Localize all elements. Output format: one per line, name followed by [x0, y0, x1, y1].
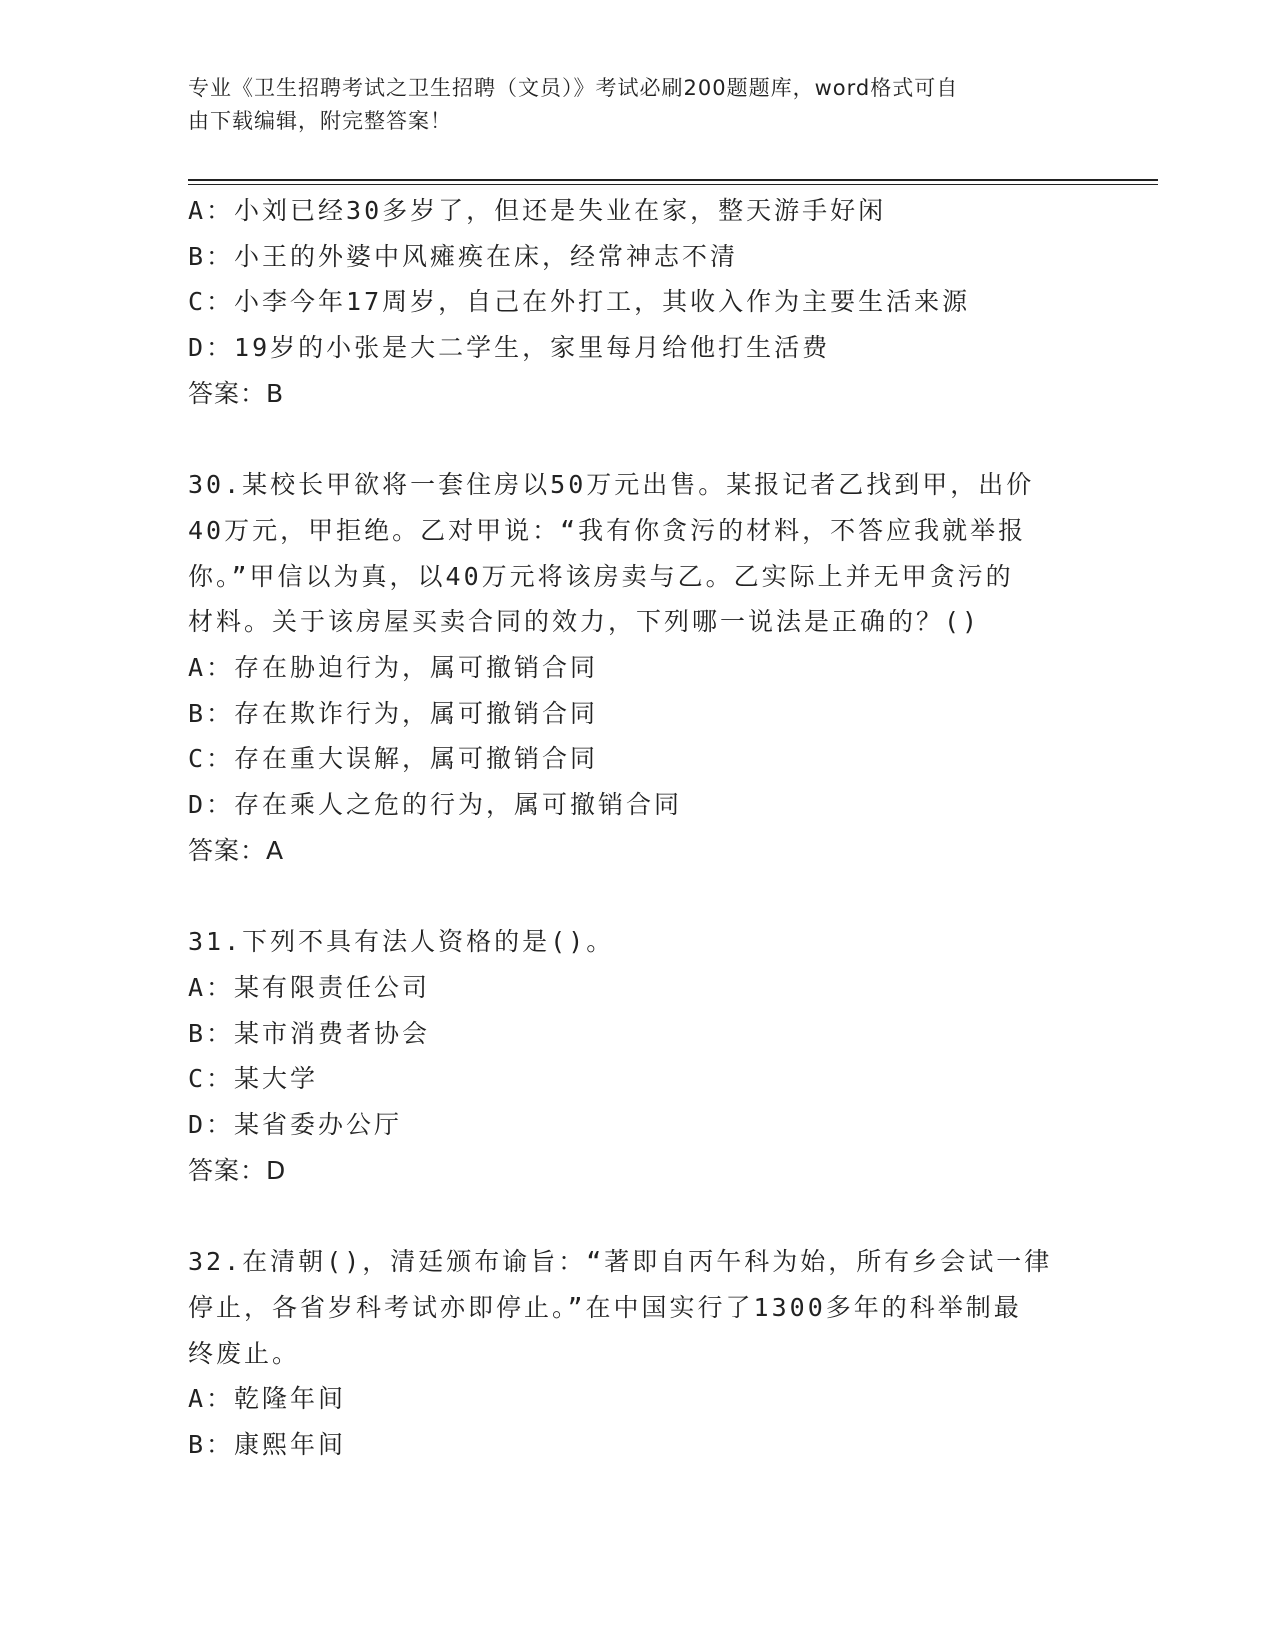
question-stem-line: 31.下列不具有法人资格的是()。 [188, 927, 615, 957]
answer-label: 答案：D [188, 1155, 287, 1185]
option-b: B：小王的外婆中风瘫痪在床，经常神志不清 [188, 241, 739, 271]
option-a: A：存在胁迫行为，属可撤销合同 [188, 653, 599, 683]
question-stem-line: 30.某校长甲欲将一套住房以50万元出售。某报记者乙找到甲，出价 [188, 470, 1035, 500]
option-d: D：19岁的小张是大二学生，家里每月给他打生活费 [188, 333, 831, 363]
answer-label: 答案：B [188, 378, 285, 408]
answer-label: 答案：A [188, 835, 285, 865]
question-30 [188, 462, 1088, 873]
header-title-line-1: 专业《卫生招聘考试之卫生招聘（文员）》考试必刷200题题库，word格式可自 [188, 76, 959, 100]
option-b: B：康熙年间 [188, 1429, 347, 1459]
spacer [188, 417, 1088, 463]
question-list [188, 188, 1088, 1468]
question-stem-line: 终废止。 [188, 1338, 301, 1368]
question-29 [188, 188, 1088, 417]
option-b: B：某市消费者协会 [188, 1018, 431, 1048]
option-d: D：某省委办公厅 [188, 1110, 403, 1140]
header-divider-thin [188, 184, 1158, 185]
option-c: C：小李今年17周岁，自己在外打工，其收入作为主要生活来源 [188, 287, 971, 317]
spacer [188, 874, 1088, 920]
question-stem-line: 停止，各省岁科考试亦即停止。”在中国实行了1300多年的科举制最 [188, 1292, 1022, 1322]
option-b: B：存在欺诈行为，属可撤销合同 [188, 698, 599, 728]
option-a: A：某有限责任公司 [188, 972, 431, 1002]
question-stem-line: 32.在清朝()，清廷颁布谕旨：“著即自丙午科为始，所有乡会试一律 [188, 1247, 1053, 1277]
question-31 [188, 919, 1088, 1193]
option-a: A：乾隆年间 [188, 1384, 347, 1414]
option-d: D：存在乘人之危的行为，属可撤销合同 [188, 790, 683, 820]
header-title-line-2: 由下载编辑，附完整答案！ [188, 109, 452, 133]
option-c: C：某大学 [188, 1064, 319, 1094]
question-stem-line: 你。”甲信以为真，以40万元将该房卖与乙。乙实际上并无甲贪污的 [188, 561, 1014, 591]
header-divider-thick [188, 179, 1158, 181]
option-c: C：存在重大误解，属可撤销合同 [188, 744, 599, 774]
question-32 [188, 1239, 1088, 1468]
question-stem-line: 40万元，甲拒绝。乙对甲说：“我有你贪污的材料，不答应我就举报 [188, 515, 1027, 545]
question-stem-line: 材料。关于该房屋买卖合同的效力，下列哪一说法是正确的？() [188, 607, 981, 637]
spacer [188, 1193, 1088, 1239]
option-a: A：小刘已经30多岁了，但还是失业在家，整天游手好闲 [188, 196, 887, 225]
document-header [188, 72, 1068, 138]
